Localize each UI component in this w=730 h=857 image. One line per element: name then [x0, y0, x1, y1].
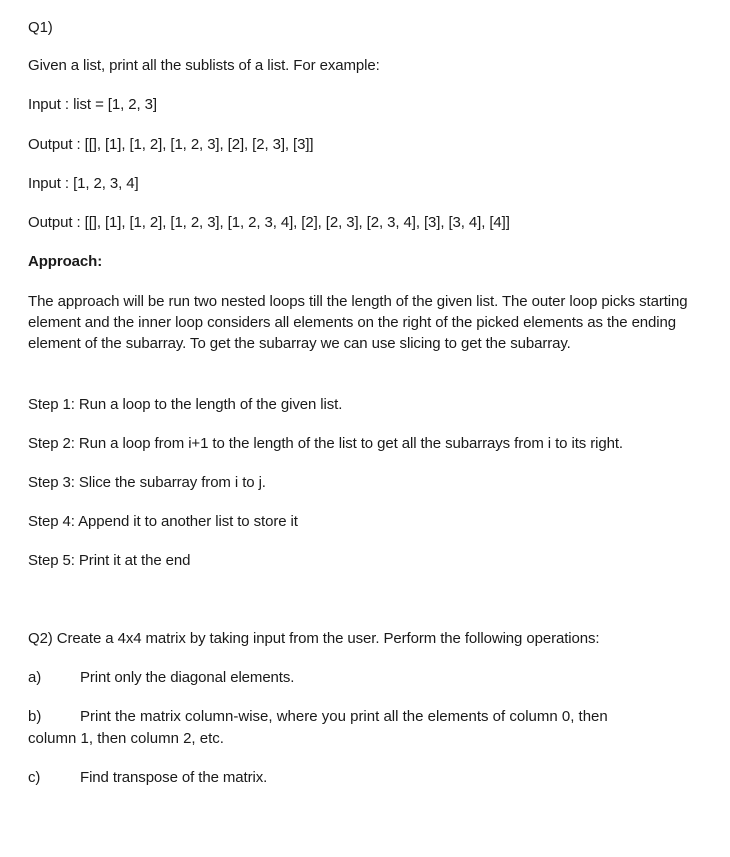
example2-input: Input : [1, 2, 3, 4] [28, 175, 139, 192]
step-5: Step 5: Print it at the end [28, 552, 191, 569]
q1-heading: Q1) [28, 19, 53, 36]
example2-output: Output : [[], [1], [1, 2], [1, 2, 3], [1, 2, 3, 4], [2], [2, 3], [2, 3, 4], [3], [3, 4], [4]] [28, 214, 510, 231]
q2-item-c [28, 769, 267, 787]
example1-input: Input : list = [1, 2, 3] [28, 96, 157, 113]
step-1: Step 1: Run a loop to the length of the given list. [28, 396, 343, 413]
q2-item-b-label: b) [28, 708, 42, 725]
q2-item-a-label: a) [28, 669, 42, 686]
q2-item-b-continuation: column 1, then column 2, etc. [28, 730, 224, 747]
approach-paragraph: The approach will be run two nested loops till the length of the given list. The outer loop picks starting element and the inner loop considers all elements on the right of the picked elements as the ending element of the subarray. To get the subarray we can use slicing to get the subarray. [28, 293, 688, 352]
approach-heading: Approach: [28, 253, 103, 270]
step-4: Step 4: Append it to another list to store it [28, 513, 298, 530]
example1-output: Output : [[], [1], [1, 2], [1, 2, 3], [2], [2, 3], [3]] [28, 136, 314, 153]
step-2: Step 2: Run a loop from i+1 to the length of the list to get all the subarrays from i to its right. [28, 435, 624, 452]
q1-prompt: Given a list, print all the sublists of a list. For example: [28, 57, 380, 74]
q2-item-a [28, 669, 294, 687]
q2-item-b-text: Print the matrix column-wise, where you print all the elements of column 0, then [80, 708, 608, 725]
step-3: Step 3: Slice the subarray from i to j. [28, 474, 266, 491]
q2-item-c-text: Find transpose of the matrix. [80, 769, 268, 786]
q2-item-c-label: c) [28, 769, 41, 786]
q2-item-b-first-line [28, 706, 688, 728]
q2-item-b [28, 706, 688, 750]
q2-heading: Q2) Create a 4x4 matrix by taking input from the user. Perform the following operations: [28, 630, 600, 647]
q2-item-a-text: Print only the diagonal elements. [80, 669, 295, 686]
